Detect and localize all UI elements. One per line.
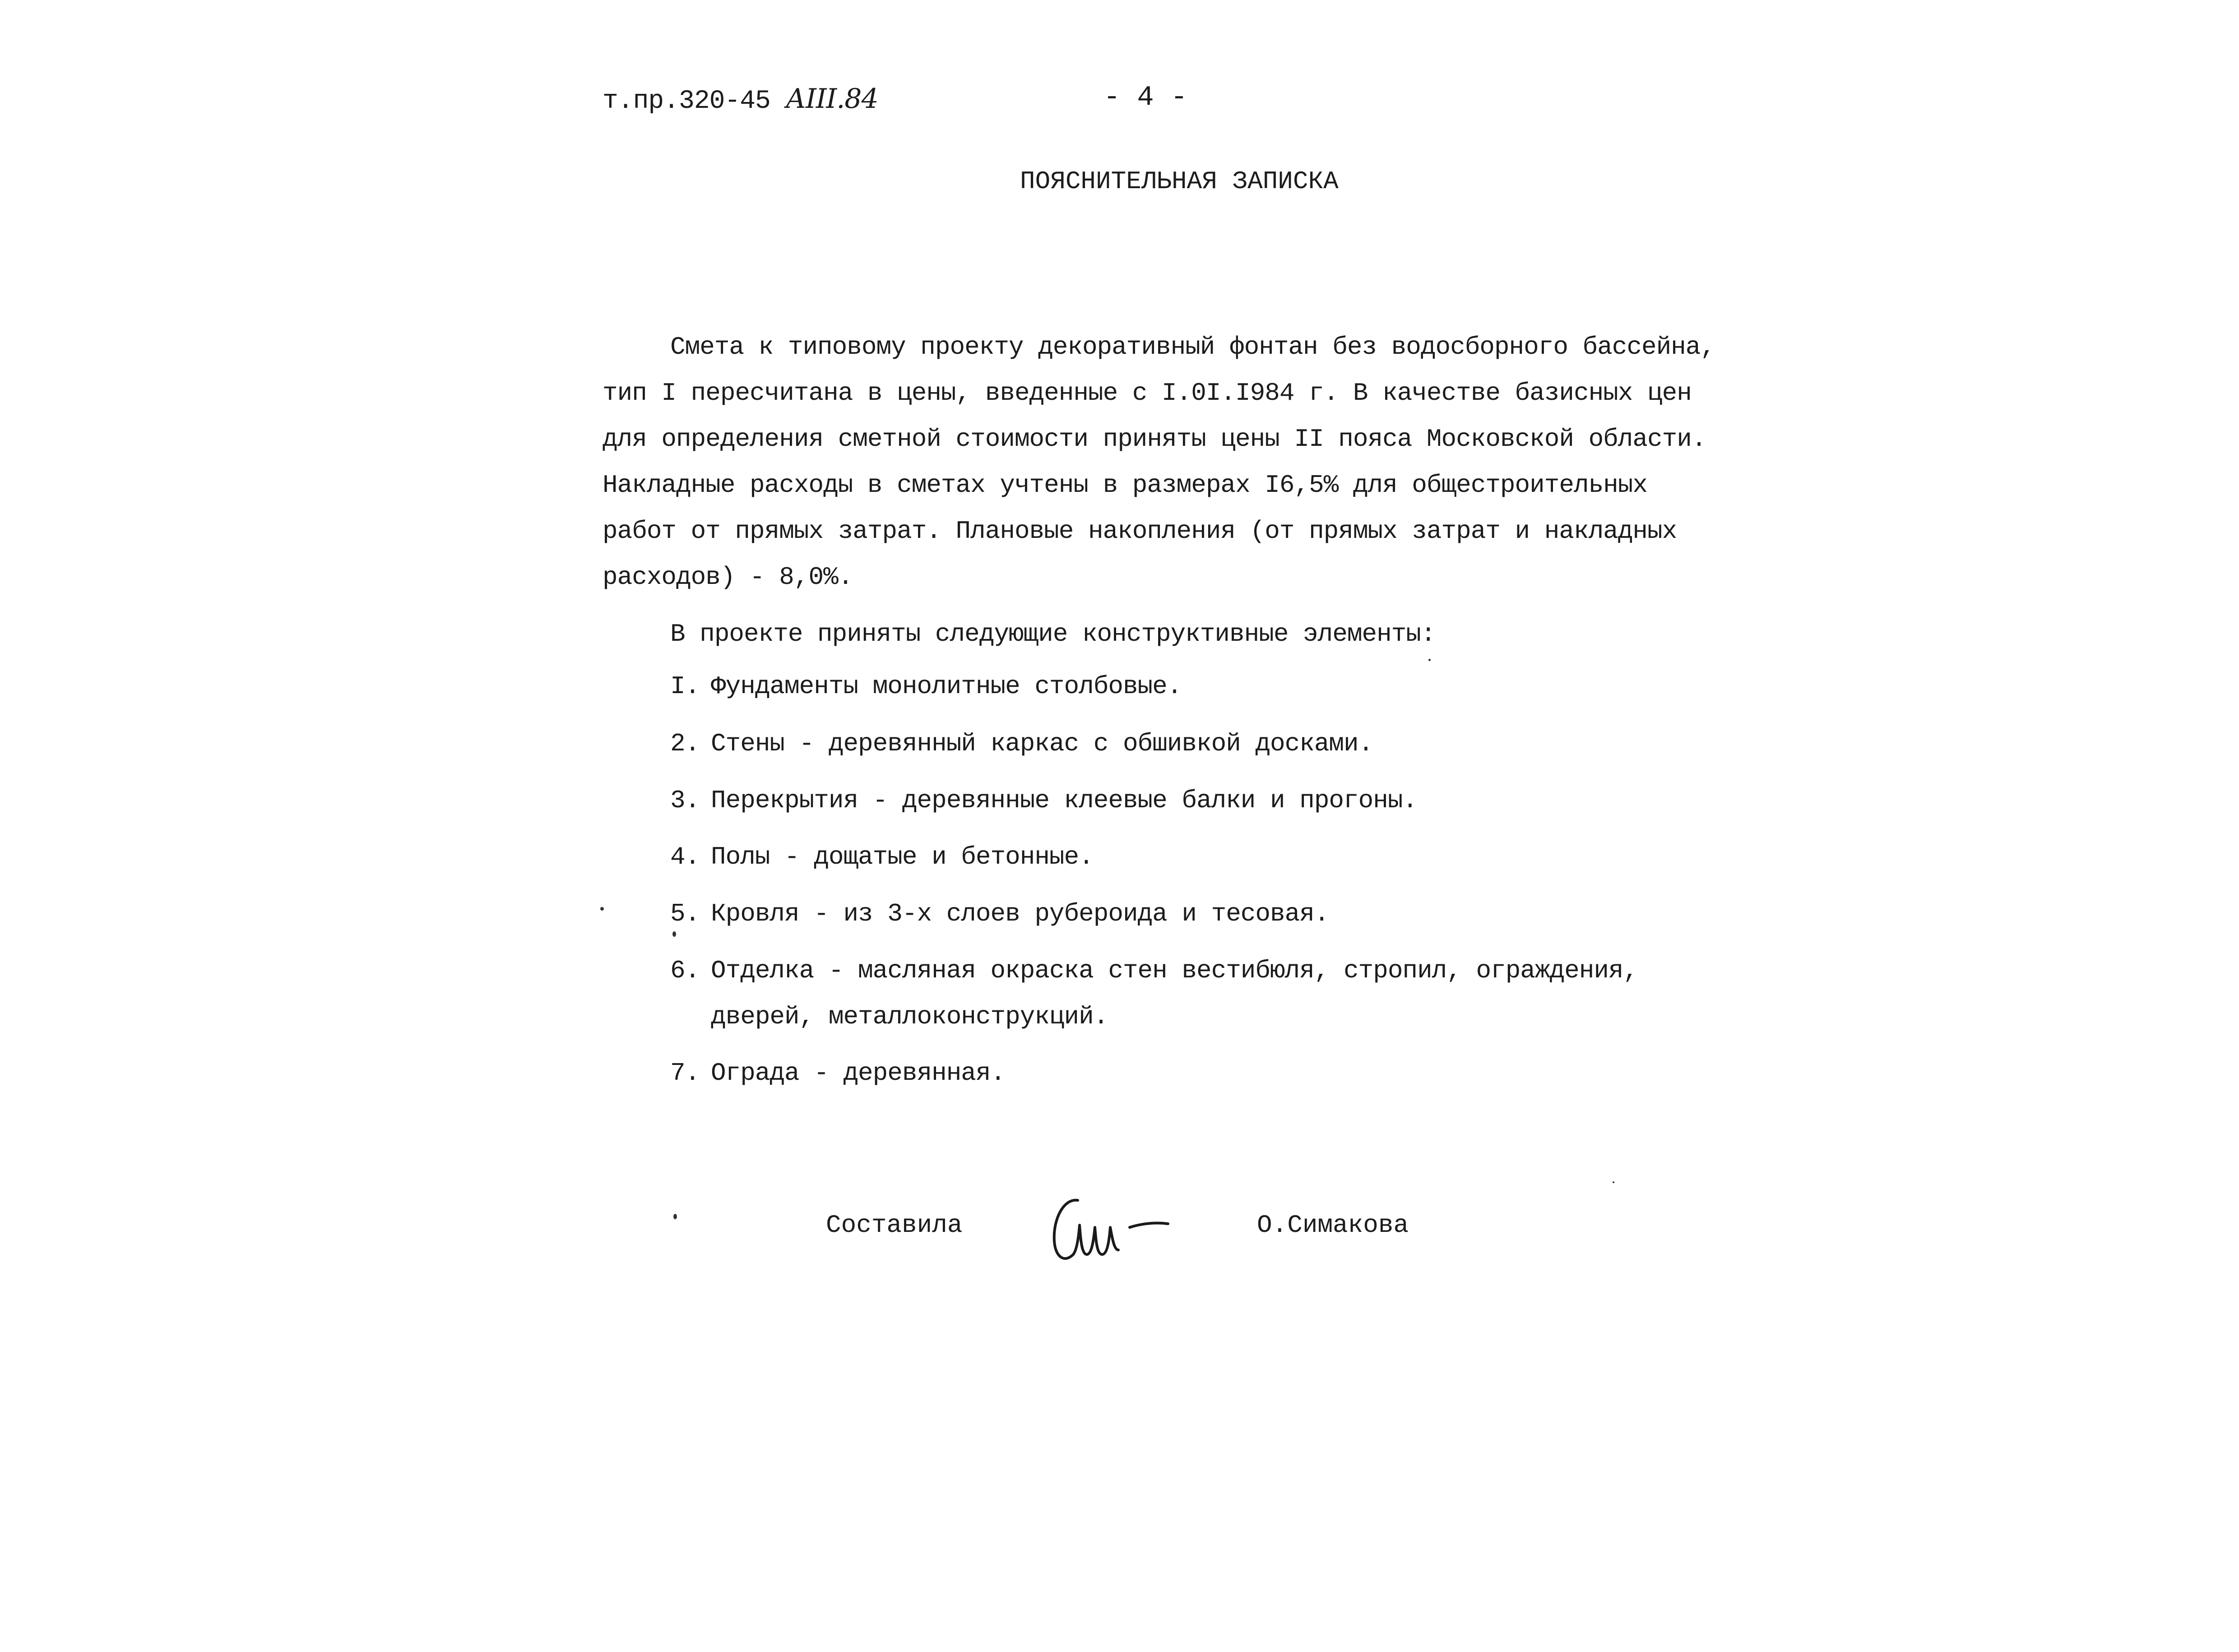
list-item-number: 3. — [670, 786, 700, 815]
elements-intro: В проекте приняты следующие конструктивные элементы: — [670, 620, 1436, 648]
document-code — [603, 85, 878, 116]
signature-name: О.Симакова — [1257, 1211, 1409, 1240]
list-item-text: Перекрытия - деревянные клеевые балки и прогоны. — [711, 786, 1418, 815]
document-code-handwritten: АIII.84 — [785, 83, 878, 115]
list-item — [670, 834, 1094, 880]
list-item-number: 7. — [670, 1059, 700, 1087]
scan-speck — [672, 931, 676, 937]
document-code-typed: т.пр.320-45 — [603, 87, 770, 116]
scan-speck — [673, 1214, 677, 1219]
list-item-number: 2. — [670, 729, 700, 758]
scan-speck — [600, 907, 604, 911]
list-item — [670, 721, 1373, 767]
paragraph-line: Смета к типовому проекту декоративный фонтан без водосборного бассейна, — [670, 333, 1715, 361]
list-item-number: I. — [670, 672, 700, 701]
list-item-text: Отделка - масляная окраска стен вестибюля, стропил, ограждения, — [711, 956, 1638, 985]
list-item-text: Ограда - деревянная. — [711, 1059, 1006, 1087]
paragraph-line: тип I пересчитана в цены, введенные с I.0I.I984 г. В качестве базисных цен — [603, 379, 1692, 407]
list-item — [670, 891, 1329, 937]
list-item — [670, 948, 1638, 1040]
list-item-number: 4. — [670, 842, 700, 871]
list-item-number: 5. — [670, 899, 700, 928]
list-item — [670, 1050, 1005, 1096]
scan-speck — [1613, 1181, 1614, 1183]
page-number: - 4 - — [1103, 81, 1188, 113]
signature-label: Составила — [826, 1211, 963, 1240]
list-item-text: Кровля - из 3-х слоев рубероида и тесовая. — [711, 899, 1329, 928]
list-item-text: Фундаменты монолитные столбовые. — [711, 672, 1182, 701]
list-item-number: 6. — [670, 956, 700, 985]
handwritten-signature — [1046, 1182, 1182, 1273]
list-item — [670, 777, 1417, 824]
page-title: ПОЯСНИТЕЛЬНАЯ ЗАПИСКА — [1020, 167, 1339, 196]
paragraph-line: для определения сметной стоимости приняты цены II пояса Московской области. — [603, 425, 1706, 453]
intro-paragraph — [603, 324, 1715, 600]
list-item-text: Полы - дощатые и бетонные. — [711, 842, 1094, 871]
paragraph-line: работ от прямых затрат. Плановые накопления (от прямых затрат и накладных — [603, 517, 1677, 546]
list-item — [670, 663, 1182, 709]
list-item-text: Стены - деревянный каркас с обшивкой досками. — [711, 729, 1373, 758]
scan-speck — [1428, 659, 1431, 661]
list-item-continuation: дверей, металлоконструкций. — [711, 1002, 1108, 1031]
paragraph-line: Накладные расходы в сметах учтены в размерах I6,5% для общестроительных — [603, 471, 1647, 500]
paragraph-line: расходов) - 8,0%. — [603, 563, 853, 592]
